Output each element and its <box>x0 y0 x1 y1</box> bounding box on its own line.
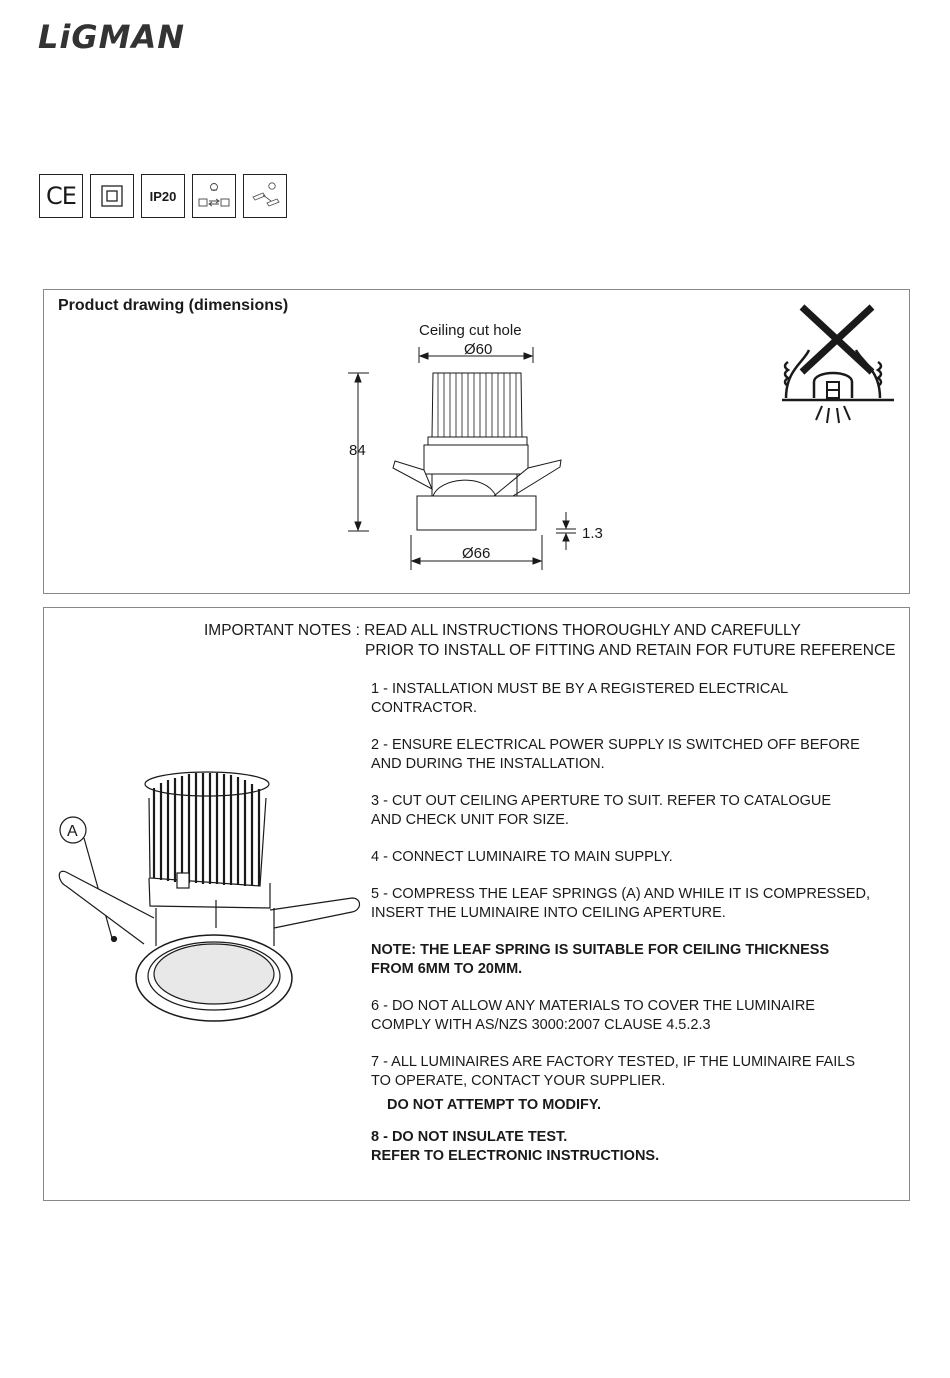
note-do-not-modify: DO NOT ATTEMPT TO MODIFY. <box>387 1097 602 1113</box>
certification-icons <box>39 174 287 218</box>
drawing-title: Product drawing (dimensions) <box>58 297 289 314</box>
cut-hole-dimension: Ø60 <box>464 341 493 358</box>
luminaire-illustration <box>44 758 364 1178</box>
notes-heading-line2: PRIOR TO INSTALL OF FITTING AND RETAIN FOR FUTURE REFERENCE <box>365 642 896 659</box>
note-item-1: 1 - INSTALLATION MUST BE BY A REGISTERED ELECTRICAL CONTRACTOR. <box>371 681 789 716</box>
height-dimension: 84 <box>349 442 366 459</box>
brand-logo: LiGMAN <box>38 18 186 56</box>
note-item-7: 7 - ALL LUMINAIRES ARE FACTORY TESTED, IF THE LUMINAIRE FAILS TO OPERATE, CONTACT YOUR SUPPLIER. <box>371 1054 856 1089</box>
flange-dimension: 1.3 <box>582 525 603 542</box>
ip20-badge <box>141 174 185 218</box>
note-item-4: 4 - CONNECT LUMINAIRE TO MAIN SUPPLY. <box>371 849 673 865</box>
ce-mark-label: CE <box>46 182 76 210</box>
dimension-drawing <box>44 290 911 595</box>
product-drawing-panel <box>43 289 910 594</box>
ip20-label: IP20 <box>149 188 177 204</box>
note-item-6: 6 - DO NOT ALLOW ANY MATERIALS TO COVER THE LUMINAIRE COMPLY WITH AS/NZS 3000:2007 CLAUSE 4.5.2.3 <box>371 998 815 1033</box>
driver-cable-icon <box>243 174 287 218</box>
note-item-8: 8 - DO NOT INSULATE TEST. REFER TO ELECTRONIC INSTRUCTIONS. <box>371 1129 660 1164</box>
note-item-5: 5 - COMPRESS THE LEAF SPRINGS (A) AND WHILE IT IS COMPRESSED, INSERT THE LUMINAIRE INTO CEILING APERTURE. <box>371 886 871 921</box>
no-insulation-cover-icon <box>782 307 894 423</box>
callout-a-label: A <box>67 823 78 840</box>
notes-list <box>371 680 891 1184</box>
note-leaf-spring: NOTE: THE LEAF SPRING IS SUITABLE FOR CEILING THICKNESS FROM 6MM TO 20MM. <box>371 942 830 977</box>
note-item-2: 2 - ENSURE ELECTRICAL POWER SUPPLY IS SWITCHED OFF BEFORE AND DURING THE INSTALLATION. <box>371 737 860 772</box>
base-dimension: Ø66 <box>462 545 491 562</box>
class-ii-icon <box>90 174 134 218</box>
notes-heading-line1: IMPORTANT NOTES : READ ALL INSTRUCTIONS THOROUGHLY AND CAREFULLY <box>204 622 801 639</box>
cut-hole-label: Ceiling cut hole <box>419 322 522 339</box>
important-notes-panel <box>43 607 910 1201</box>
driver-swap-icon <box>192 174 236 218</box>
note-item-3: 3 - CUT OUT CEILING APERTURE TO SUIT. REFER TO CATALOGUE AND CHECK UNIT FOR SIZE. <box>371 793 832 828</box>
ce-mark-icon <box>39 174 83 218</box>
